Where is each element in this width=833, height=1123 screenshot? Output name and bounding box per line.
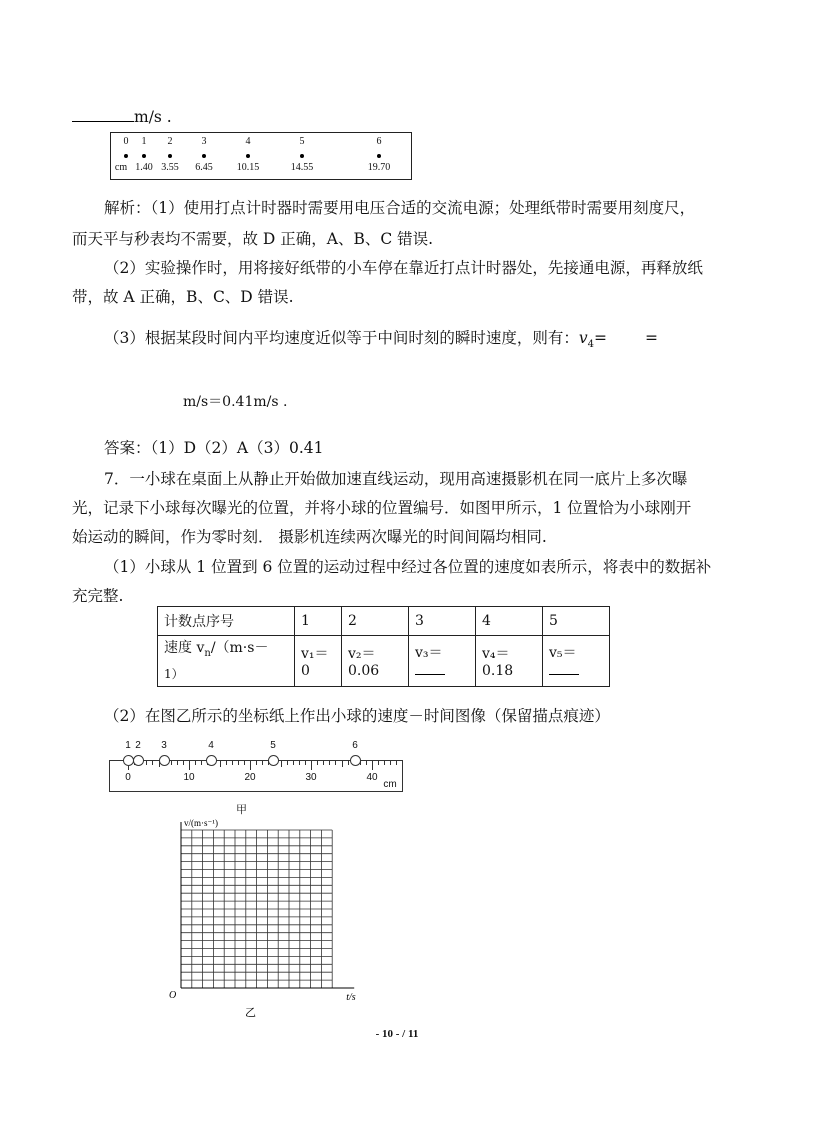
ball-position (350, 755, 361, 766)
ruler-tick (384, 761, 385, 765)
fill-blank (415, 662, 445, 675)
ruler-tick (226, 761, 227, 765)
ruler-tick (378, 761, 379, 765)
ruler-tick (152, 761, 153, 765)
tape-dot (168, 154, 172, 158)
page-footer: - 10 - / 11 (375, 1028, 419, 1040)
formula-eq1: = (594, 329, 608, 347)
origin-label: O (169, 990, 177, 1001)
ruler-tick (396, 761, 397, 765)
table-cell: 5 (543, 607, 610, 636)
ruler-tick (390, 761, 391, 765)
tape-point-label: 3 (201, 136, 207, 147)
tape-point-label: 2 (167, 136, 173, 147)
table-cell: 1 (295, 607, 342, 636)
analysis-line-6: m/s＝0.41m/s . (183, 394, 288, 410)
ruler-tick (372, 761, 373, 770)
y-axis-label: v/(m·s⁻¹) (184, 818, 218, 828)
tape-point-label: 6 (376, 136, 382, 147)
ruler-tick (177, 761, 178, 765)
ruler-tick (287, 761, 288, 765)
figure-caption-jia: 甲 (236, 804, 247, 816)
figure-caption-yi: 乙 (245, 1006, 256, 1019)
ball-position (133, 755, 144, 766)
velocity-table (157, 606, 610, 687)
table-cell: 3 (409, 607, 476, 636)
answer-line: 答案：（1）D（2）A（3）0.41 (104, 439, 324, 457)
ruler-tick (262, 761, 263, 765)
tape-dot (246, 154, 250, 158)
fill-blank (549, 662, 579, 675)
ruler-tick (299, 761, 300, 765)
table-cell: 4 (476, 607, 543, 636)
ruler-tick (201, 761, 202, 765)
tape-point-label: 0 (123, 136, 129, 147)
ruler-label: 20 (244, 772, 256, 783)
ruler-tick (317, 761, 318, 765)
tape-dot (300, 154, 304, 158)
ball-label: 1 (125, 740, 131, 751)
formula-eq2: = (645, 329, 659, 347)
ball-label: 3 (161, 740, 167, 751)
ruler-tick (342, 761, 343, 767)
x-axis-label: t/s (346, 992, 356, 1003)
paper-tape-figure (110, 132, 412, 180)
q7-line-3: 始运动的瞬间，作为零时刻． 摄影机连续两次曝光的时间间隔均相同. (72, 528, 547, 546)
ruler-tick (335, 761, 336, 765)
tape-distance-value: 1.40 (135, 162, 153, 173)
table-cell: v₁＝0 (295, 636, 342, 687)
q7-line-5: 充完整. (72, 587, 124, 605)
table-cell: v₂＝0.06 (342, 636, 409, 687)
tape-dot (124, 154, 128, 158)
ruler-tick (293, 761, 294, 765)
ball-label: 2 (135, 740, 141, 751)
ruler-tick (323, 761, 324, 765)
q7-line-6: （2）在图乙所示的坐标纸上作出小球的速度－时间图像（保留描点痕迹） (104, 707, 610, 725)
ruler-figure (109, 740, 403, 792)
cell-text: v₅＝ (549, 645, 577, 662)
fill-blank (72, 107, 134, 122)
ruler-tick (244, 761, 245, 765)
ruler-tick (238, 761, 239, 765)
ruler-tick (281, 761, 282, 767)
ruler-unit: cm (383, 779, 397, 790)
ruler-tick (250, 761, 251, 770)
ruler-tick (348, 761, 349, 765)
table-row (158, 636, 610, 687)
q7-line-1: 7．一小球在桌面上从静止开始做加速直线运动，现用高速摄影机在同一底片上多次曝 (104, 470, 688, 488)
tape-dot (142, 154, 146, 158)
table-cell (543, 636, 610, 687)
ball-position (159, 755, 170, 766)
ruler-tick (195, 761, 196, 765)
ball-position (268, 755, 279, 766)
tape-distance-value: 10.15 (236, 162, 260, 173)
tape-point-label: 1 (141, 136, 147, 147)
q7-line-2: 光，记录下小球每次曝光的位置，并将小球的位置编号．如图甲所示，1 位置恰为小球刚开 (72, 499, 692, 517)
tape-dot (377, 154, 381, 158)
table-cell: 2 (342, 607, 409, 636)
label-part: /（m·s－ (210, 640, 269, 656)
ruler-tick (220, 761, 221, 767)
tape-distance-value: 6.45 (195, 162, 213, 173)
label-part: 1） (164, 666, 184, 681)
formula-sub: 4 (587, 339, 595, 351)
formula-var: v (578, 329, 588, 347)
table-cell: v₄＝0.18 (476, 636, 543, 687)
cell-text: v₃＝ (415, 645, 443, 662)
ruler-tick (305, 761, 306, 765)
ruler-label: 10 (183, 772, 195, 783)
tape-point-label: 5 (299, 136, 305, 147)
analysis-line-4: 带，故 A 正确，B、C、D 错误. (72, 288, 294, 306)
ruler-label: 40 (366, 772, 378, 783)
ruler-tick (311, 761, 312, 770)
ruler-tick (146, 761, 147, 765)
tape-point-label: 4 (245, 136, 251, 147)
analysis-line-1: 解析：（1）使用打点计时器时需要用电压合适的交流电源；处理纸带时需要用刻度尺， (104, 199, 696, 217)
table-cell (409, 636, 476, 687)
answer-blank-line (72, 107, 722, 127)
ruler-tick (171, 761, 172, 765)
tape-distance-value: 3.55 (161, 162, 179, 173)
ruler-tick (329, 761, 330, 765)
ball-label: 6 (352, 740, 358, 751)
label-part: 速度 v (164, 640, 205, 656)
tape-distance-value: 14.55 (290, 162, 314, 173)
ruler-tick (256, 761, 257, 765)
table-header-cell: 计数点序号 (158, 607, 295, 636)
ruler-label: 0 (125, 772, 131, 783)
tape-unit: cm (114, 162, 128, 173)
ruler-tick (183, 761, 184, 765)
label-sub: n (204, 647, 211, 659)
tape-distance-value: 19.70 (367, 162, 391, 173)
ball-label: 4 (208, 740, 214, 751)
q7-line-4: （1）小球从 1 位置到 6 位置的运动过程中经过各位置的速度如表所示，将表中的数据补 (104, 558, 712, 576)
table-row (158, 607, 610, 636)
formula-prefix: （3）根据某段时间内平均速度近似等于中间时刻的瞬时速度，则有： (104, 329, 579, 347)
analysis-line-2: 而天平与秒表均不需要，故 D 正确，A、B、C 错误. (72, 230, 434, 248)
ruler-label: 30 (305, 772, 317, 783)
analysis-line-3: （2）实验操作时，用将接好纸带的小车停在靠近打点计时器处，先接通电源，再释放纸 (104, 259, 703, 277)
ball-position (206, 755, 217, 766)
table-header-cell (158, 636, 295, 687)
ruler-tick (189, 761, 190, 770)
ball-label: 5 (270, 740, 276, 751)
analysis-line-5 (104, 328, 754, 355)
unit-text: m/s . (134, 108, 172, 126)
graph-figure (165, 812, 365, 1019)
ruler-tick (366, 761, 367, 765)
tape-dot (202, 154, 206, 158)
ruler-tick (232, 761, 233, 765)
